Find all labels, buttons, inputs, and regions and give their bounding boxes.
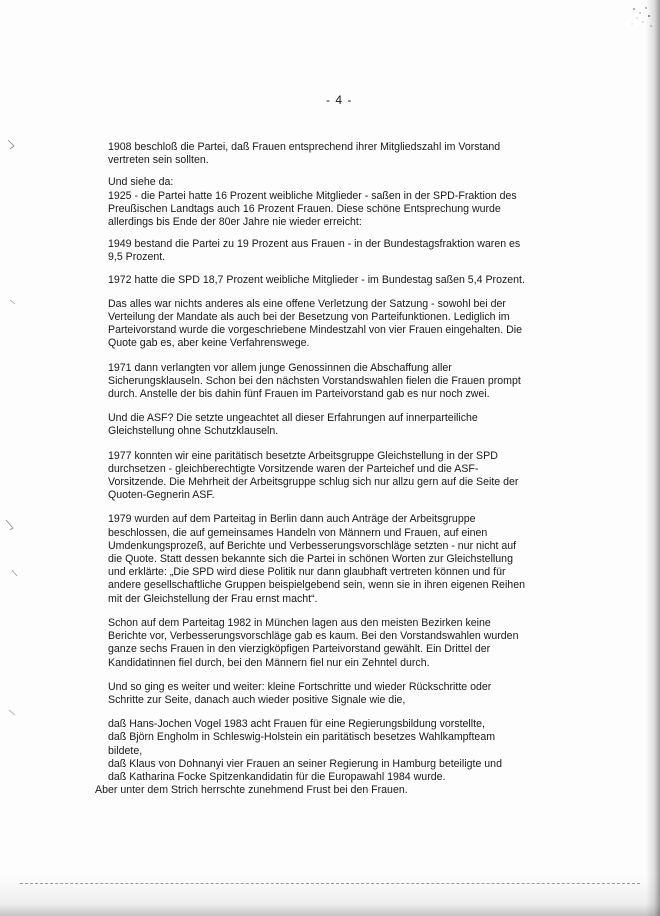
paragraph: 1925 - die Partei hatte 16 Prozent weibliche Mitglieder - saßen in der SPD-Fraktion des Preußischen Landtags auch 16 Prozent Frauen. Diese schöne Entsprechung wurde allerdings bis Ende der 80er Jahre nie wieder erreicht: [108, 189, 517, 229]
paragraph: 1972 hatte die SPD 18,7 Prozent weibliche Mitglieder - im Bundestag saßen 5,4 Prozent. [108, 273, 525, 286]
scan-shadow-bottom [0, 876, 660, 916]
paragraph: Schon auf dem Parteitag 1982 in München lagen aus den meisten Bezirken keine Berichte vor, Verbesserungsvorschläge gab es kaum. Bei den Vorstandswahlen wurden ganze sechs Frauen in den vierzigköpfigen Parteivorstand gewählt. Ein Drittel der Kandidatinnen fiel durch, bei den Männern fiel nur ein Zehntel durch. [108, 616, 519, 669]
list-item: daß Klaus von Dohnanyi vier Frauen an seiner Regierung in Hamburg beteiligte und [108, 757, 502, 770]
list-item: daß Katharina Focke Spitzenkandidatin für die Europawahl 1984 wurde. [108, 770, 446, 783]
paragraph: 1979 wurden auf dem Parteitag in Berlin dann auch Anträge der Arbeitsgruppe beschlossen, die auf gemeinsames Handeln von Männern und Frauen, auf einen Umdenkungsprozeß, auf Berichte und Verbesserungsvorschläge setzten - nur nicht auf die Quote. Statt dessen bekannte sich die Partei in schönen Worten zur Gleichstellung und erklärte: „Die SPD wird diese Politik nur dann glaubhaft vertreten können und für andere gesellschaftliche Gruppen beispielgebend sein, wenn sie in ihren eigenen Reihen mit der Gleichstellung der Frau ernst macht“. [108, 513, 525, 605]
paragraph: 1971 dann verlangten vor allem junge Genossinnen die Abschaffung aller Sicherungsklauseln. Schon bei den nächsten Vorstandswahlen fielen die Frauen prompt durch. Anstelle der bis dahin fünf Frauen im Parteivorstand gab es nur noch zwei. [108, 361, 521, 401]
page-number: - 4 - [326, 93, 353, 107]
paragraph: Das alles war nichts anderes als eine offene Verletzung der Satzung - sowohl bei der Verteilung der Mandate als auch bei der Besetzung von Parteifunktionen. Lediglich im Parteivorstand wurde die vorgeschriebene Mindestzahl von vier Frauen eingehalten. Die Quote gab es, aber keine Verfahrenswege. [108, 297, 522, 350]
paragraph: 1949 bestand die Partei zu 19 Prozent aus Frauen - in der Bundestagsfraktion waren es 9,5 Prozent. [108, 238, 521, 264]
paragraph: Aber unter dem Strich herrschte zunehmend Frust bei den Frauen. [95, 784, 408, 797]
list-item: daß Björn Engholm in Schleswig-Holstein ein paritätisch besetzes Wahlkampfteam bildete, [108, 731, 496, 757]
scan-margin-marks [0, 100, 60, 900]
paragraph: 1908 beschloß die Partei, daß Frauen entsprechend ihrer Mitgliedszahl im Vorstand vertreten sein sollten. [108, 141, 501, 167]
paragraph: Und siehe da: [108, 176, 174, 189]
paragraph: Und die ASF? Die setzte ungeachtet all dieser Erfahrungen auf innerparteiliche Gleichstellung ohne Schutzklauseln. [108, 412, 478, 438]
paragraph: Und so ging es weiter und weiter: kleine Fortschritte und wieder Rückschritte oder Schritte zur Seite, danach auch wieder positive Signale wie die, [108, 680, 492, 706]
list-item: daß Hans-Jochen Vogel 1983 acht Frauen für eine Regierungsbildung vorstellte, [108, 718, 485, 731]
paragraph: 1977 konnten wir eine paritätisch besetzte Arbeitsgruppe Gleichstellung in der SPD durchsetzen - gleichberechtigte Vorsitzende waren der Parteichef und die ASF-Vorsitzende. Die Mehrheit der Arbeitsgruppe schlug sich nur allzu gern auf die Seite der Quoten-Gegnerin ASF. [108, 449, 519, 502]
scan-shadow-right [646, 0, 660, 916]
document-body [95, 141, 528, 797]
